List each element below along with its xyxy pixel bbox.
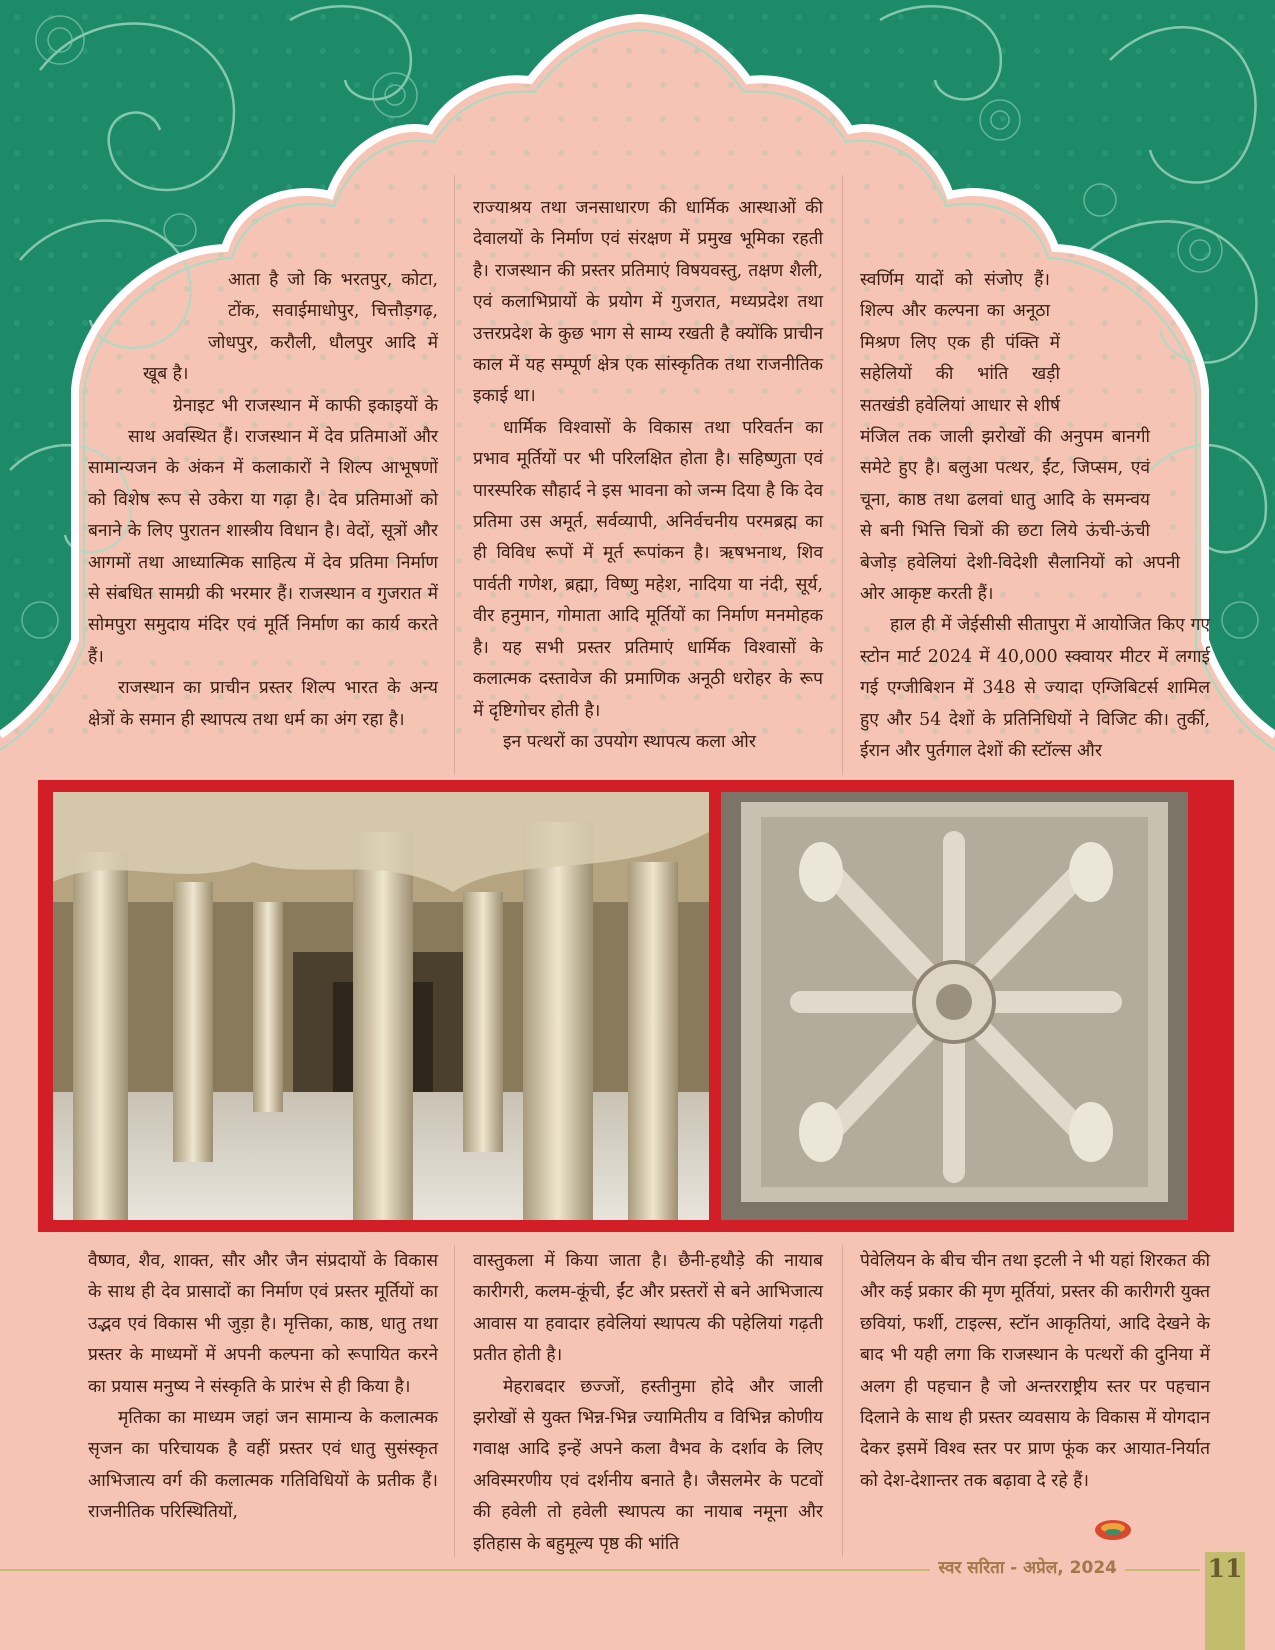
end-of-article-icon bbox=[1094, 1518, 1132, 1542]
column-3-top bbox=[860, 265, 1210, 768]
column-2-bottom bbox=[473, 1246, 823, 1560]
paragraph: मेहराबदार छज्जों, हस्तीनुमा होदे और जाली झरोखों से युक्त भिन्न-भिन्न ज्यामितीय व विभिन्न कोणीय गवाक्ष आदि इन्हें अपने कला वैभव के दर्शाव के लिए अविस्मरणीय एवं दर्शनीय बनाते है। जैसलमेर के पटवों की हवेली तो हवेली स्थापत्य का नायाब नमूना और इतिहास के बहुमूल्य पृष्ठ की भांति bbox=[473, 1376, 823, 1554]
column-rule bbox=[842, 175, 843, 775]
magazine-footer: स्वर सरिता - अप्रेल, 2024 bbox=[930, 1555, 1125, 1578]
page-number-box bbox=[1205, 1552, 1245, 1650]
paragraph: पेवेलियन के बीच चीन तथा इटली ने भी यहां शिरकत की और कई प्रकार की मृण मूर्तियां, प्रस्तर की कारीगरी युक्त छवियां, फर्शी, टाइल्स, स्टॉन आकृतियां, आदि देखने के बाद भी यही लगा कि राजस्थान के पत्थरों की दुनिया में अलग ही पहचान है जो अन्तरराष्ट्रीय स्तर पर पहचान दिलाने के साथ ही प्रस्तर व्यवसाय के विकास में योगदान देकर इसमें विश्व स्तर पर प्राण फूंक कर आयात-निर्यात को देश-देशान्तर तक बढ़ावा दे रहे हैं। bbox=[860, 1251, 1210, 1491]
paragraph: स्वर्णिम यादों को संजोए हैं। शिल्प और कल्पना का अनूठा मिश्रण लिए एक ही पंक्ति में सहेलियों की भांति खड़ी सतखंडी हवेलियां आधार से शीर्ष मंजिल तक जाली झरोखों की अनुपम बानगी समेटे हुए है। बलुआ पत्थर, ईंट, जिप्सम, एवं चूना, काष्ठ तथा ढलवां धातु आदि के समन्वय से बनी भित्ति चित्रों की छटा लिये ऊंची-ऊंची बेजोड़ हवेलियां देशी-विदेशी सैलानियों को अपनी ओर आकृष्ट करती हैं। bbox=[860, 270, 1180, 605]
paragraph: आता है जो कि भरतपुर, कोटा, टोंक, सवाईमाधोपुर, चित्तौड़गढ़, जोधपुर, करौली, धौलपुर आदि में खूब है। bbox=[143, 270, 438, 385]
paragraph: इन पत्थरों का उपयोग स्थापत्य कला ओर bbox=[503, 731, 756, 752]
paragraph: धार्मिक विश्वासों के विकास तथा परिवर्तन का प्रभाव मूर्तियों पर भी परिलक्षित होता है। सहिष्णुता एवं पारस्परिक सौहार्द ने इस भावना को जन्म दिया है कि देव प्रतिमा उस अमूर्त, सर्वव्यापी, अनिर्वचनीय परमब्रह्म का ही विविध रूपों में मूर्त रूपांकन है। ऋषभनाथ, शिव पार्वती गणेश, ब्रह्मा, विष्णु महेश, नादिया या नंदी, सूर्य, वीर हनुमान, गोमाता आदि मूर्तियों का निर्माण मनमोहक है। यह सभी प्रस्तर प्रतिमाएं धार्मिक विश्वासों के कलात्मक दस्तावेज की प्रमाणिक अनूठी धरोहर के रूप में दृष्टिगोचर होती है। bbox=[473, 417, 823, 721]
column-rule bbox=[454, 1245, 455, 1557]
column-rule bbox=[454, 175, 455, 775]
paragraph: राजस्थान का प्राचीन प्रस्तर शिल्प भारत के अन्य क्षेत्रों के समान ही स्थापत्य तथा धर्म का अंग रहा है। bbox=[88, 678, 438, 730]
carved-ceiling-photo bbox=[721, 792, 1188, 1220]
paragraph: हाल ही में जेईसीसी सीतापुरा में आयोजित किए गए स्टोन मार्ट 2024 में 40,000 स्क्वायर मीटर में लगाई गई एग्जीबिशन में 348 से ज्यादा एग्जिबिटर्स शामिल हुए और 54 देशों के प्रतिनिधियों ने विजिट की। तुर्की, ईरान और पुर्तगाल देशों की स्टॉल्स और bbox=[860, 615, 1210, 762]
paragraph: वास्तुकला में किया जाता है। छैनी-हथौड़े की नायाब कारीगरी, कलम-कूंची, ईंट और प्रस्तरों से बने आभिजात्य आवास या हवादार हवेलियां स्थापत्य की पहेलियां गढ़ती प्रतीत होती है। bbox=[473, 1251, 823, 1366]
paragraph: राज्याश्रय तथा जनसाधारण की धार्मिक आस्थाओं की देवालयों के निर्माण एवं संरक्षण में प्रमुख भूमिका रहती है। राजस्थान की प्रस्तर प्रतिमाएं विषयवस्तु, तक्षण शैली, एवं कलाभिप्रायों के प्रयोग में गुजरात, मध्यप्रदेश तथा उत्तरप्रदेश के कुछ भाग से साम्य रखती है क्योंकि प्राचीन काल में यह सम्पूर्ण क्षेत्र एक सांस्कृतिक तथा राजनीतिक इकाई था। bbox=[473, 198, 823, 407]
paragraph: वैष्णव, शैव, शाक्त, सौर और जैन संप्रदायों के विकास के साथ ही देव प्रासादों का निर्माण एवं प्रस्तर मूर्तियों का उद्भव एवं विकास भी जुड़ा है। मृत्तिका, काष्ठ, धातु तथा प्रस्तर के माध्यमों में अपनी कल्पना को रूपायित करने का प्रयास मनुष्य ने संस्कृति के प्रारंभ से ही किया है। bbox=[88, 1251, 438, 1397]
column-2-top bbox=[473, 193, 823, 758]
column-1-top bbox=[88, 265, 438, 736]
photo-frame bbox=[38, 780, 1234, 1232]
paragraph: ग्रेनाइट भी राजस्थान में काफी इकाइयों के साथ अवस्थित हैं। राजस्थान में देव प्रतिमाओं और सामान्यजन के अंकन में कलाकारों ने शिल्प आभूषणों को विशेष रूप से उकेरा या गढ़ा है। देव प्रतिमाओं को बनाने के लिए पुरातन शास्त्रीय विधान है। वेदों, सूत्रों और आगमों तथा आध्यात्मिक साहित्य में देव प्रतिमा निर्माण से संबधित सामग्री की भरमार हैं। राजस्थान व गुजरात में सोमपुरा समुदाय मंदिर एवं मूर्ति निर्माण का कार्य करते हैं। bbox=[88, 395, 438, 667]
paragraph: मृतिका का माध्यम जहां जन सामान्य के कलात्मक सृजन का परिचायक है वहीं प्रस्तर एवं धातु सुसंस्कृत आभिजात्य वर्ग की कलात्मक गतिविधियों के प्रतीक हैं। राजनीतिक परिस्थितियों, bbox=[88, 1408, 438, 1523]
column-3-bottom bbox=[860, 1246, 1210, 1497]
column-1-bottom bbox=[88, 1246, 438, 1529]
temple-pillars-photo bbox=[53, 792, 709, 1220]
page-number: 11 bbox=[1207, 1554, 1243, 1583]
column-rule bbox=[842, 1245, 843, 1557]
